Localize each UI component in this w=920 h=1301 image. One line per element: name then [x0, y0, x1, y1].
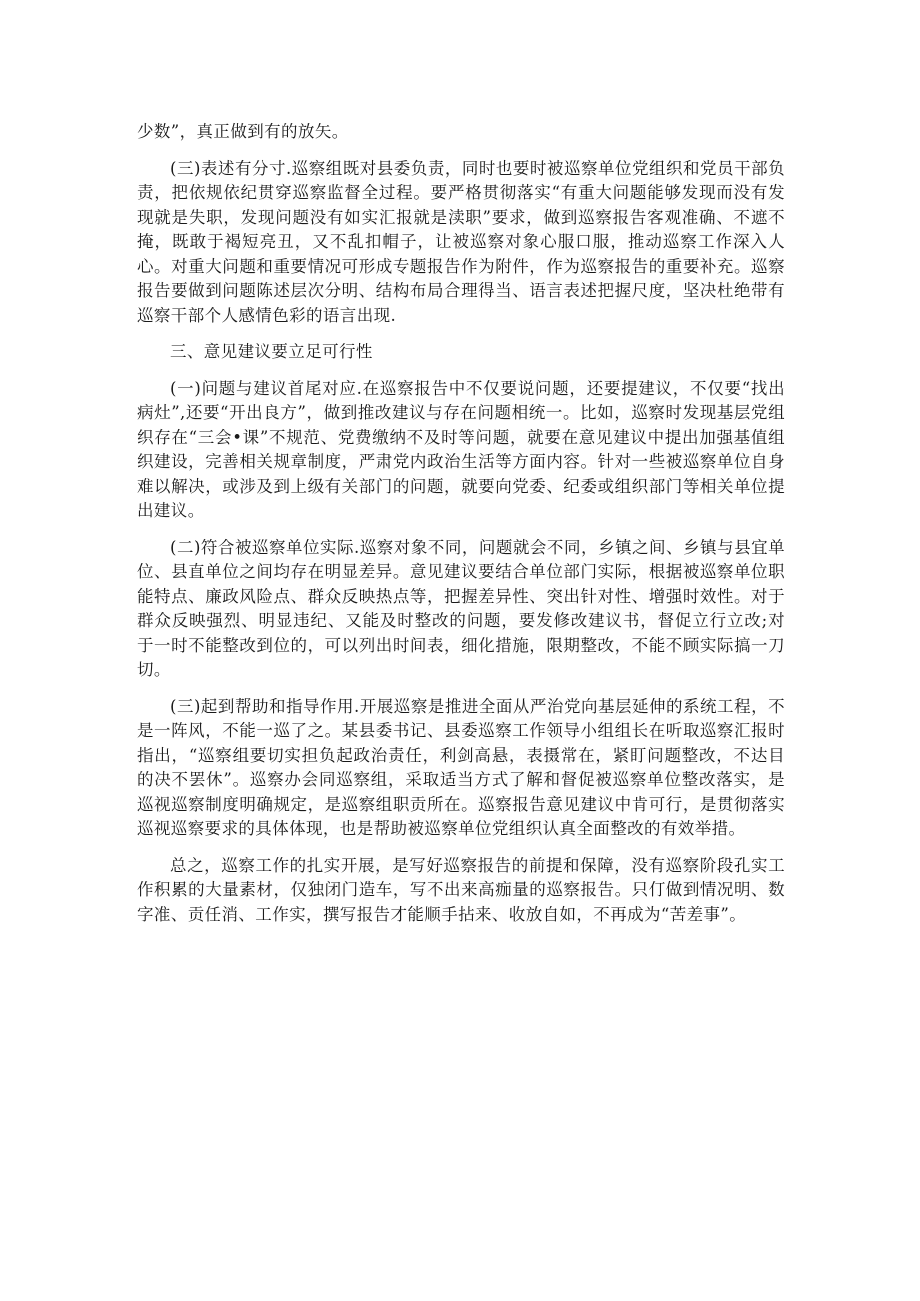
paragraph-subsection-1: (一)问题与建议首尾对应.在巡察报告中不仅要说问题，还要提建议，不仅要“找出病灶”,还要“开出良方”，做到推改建议与存在问题相统一。比如，巡察时发现基层党组织存在“三会•课”不规范、党费缴纳不及时等问题，就要在意见建议中提出加强基值组织建设，完善相关规章制度，严肃党内政治生活等方面内容。针对一些被巡察单位自身难以解决，或涉及到上级有关部门的问题，就要向党委、纪委或组织部门等相关单位提出建议。: [137, 378, 785, 520]
paragraph-subsection-3: (三)起到帮助和指导作用.开展巡察是推进全面从严治党向基层延伸的系统工程，不是一阵风，不能一巡了之。某县委书记、县委巡察工作领导小组组长在听取巡察汇报时指出，“巡察组要切实担负起政治责任，利剑高悬，表摄常在，紧盯问题整改，不达目的决不罢休”。巡察办会同巡察组，采取适当方式了解和督促被巡察单位整改落实，是巡视巡察制度明确规定，是巡察组职贡所在。巡察报告意见建议中肯可行，是贯彻落实巡视巡察要求的具体体现，也是帮助被巡察单位党组织认真全面整改的有效举措。: [137, 696, 785, 838]
paragraph-subsection-2: (二)符合被巡察单位实际.巡察对象不同，问题就会不同，乡镇之间、乡镇与县宜单位、县直单位之间均存在明显差异。意见建议要结合单位部门实际，根据被巡察单位职能特点、廉政风险点、群众反映热点等，把握差异性、突出针对性、增强时效性。对于群众反映强烈、明显违纪、又能及时整改的问题，要发修改建议书，督促立行立改;对于一时不能整改到位的，可以列出时间表，细化措施，限期整改，不能不顾实际搞一刀切。: [137, 537, 785, 679]
document-body: [137, 120, 785, 939]
section-heading-3: 三、意见建议要立足可行性: [170, 342, 373, 361]
paragraph-continuation: 少数”，真正做到有的放矢。: [137, 122, 349, 141]
paragraph-conclusion: 总之，巡察工作的扎实开展，是写好巡察报告的前提和保障，没有巡察阶段孔实工作积累的大量素材，仅独闭门造车，写不出来高痂量的巡察报告。只仃做到情况明、数字准、贡任消、工作实，撰写报告才能顺手拈来、收放自如，不再成为“苦差事”。: [137, 855, 785, 924]
paragraph-section-3-3: (三)表述有分寸.巡察组既对县委负责，同时也要时被巡察单位党组织和党员干部负责，把依规依纪贯穿巡察监督全过程。要严格贯彻落实“有重大问题能够发现而没有发现就是失职，发现问题没有如实汇报就是渎职”要求，做到巡察报告客观准确、不遮不掩，既敢于褐短亮丑，又不乱扣帽子，让被巡察对象心服口服，推动巡察工作深入人心。对重大问题和重要情况可形成专题报告作为附件，作为巡察报告的重要补充。巡察报告要做到问题陈述层次分明、结构布局合理得当、语言表述把握尺度，坚决杜绝带有巡察干部个人感情色彩的语言出现.: [137, 158, 785, 325]
